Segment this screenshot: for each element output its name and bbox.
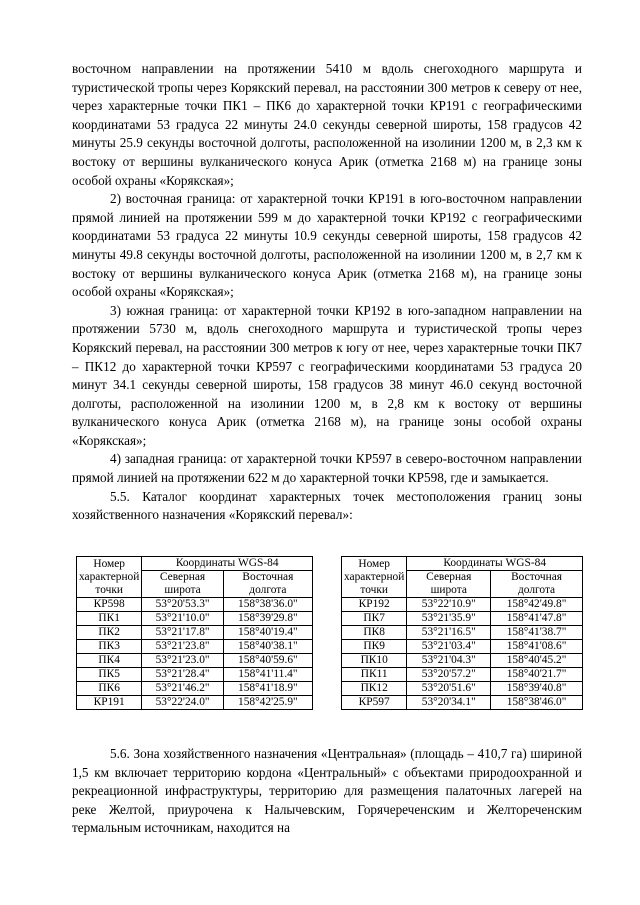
point-id-cell: ПК4 (77, 654, 142, 668)
north-latitude-cell: 53°21'16.5" (407, 626, 491, 640)
north-latitude-cell: 53°21'10.0" (142, 612, 223, 626)
header-point-l1: Номер (358, 557, 391, 570)
header-coords: Координаты WGS-84 (142, 557, 313, 571)
north-latitude-cell: 53°21'28.4" (142, 668, 223, 682)
point-id-cell: КР598 (77, 598, 142, 612)
table-row (342, 612, 583, 626)
paragraph-central-zone: 5.6. Зона хозяйственного назначения «Центральная» (площадь – 410,7 га) шириной 1,5 км включает территорию кордона «Центральный» с объектами природоохранной и рекреационной инфраструктуры, территорию для размещения палаточных лагерей на реке Желтой, приурочена к Налычевским, Горячереченским и Желтореченским термальным источникам, находится на (72, 746, 582, 836)
table-row (342, 654, 583, 668)
table-row (77, 598, 313, 612)
east-longitude-cell: 158°38'36.0" (223, 598, 312, 612)
north-latitude-cell: 53°21'35.9" (407, 612, 491, 626)
point-id-cell: ПК9 (342, 640, 407, 654)
paragraph-catalog-heading: 5.5. Каталог координат характерных точек местоположения границ зоны хозяйственного назначения «Корякский перевал»: (72, 488, 582, 523)
point-id-cell: ПК5 (77, 668, 142, 682)
east-longitude-cell: 158°40'45.2" (491, 654, 583, 668)
header-east-l2: долгота (223, 584, 312, 598)
north-latitude-cell: 53°21'23.8" (142, 640, 223, 654)
point-id-cell: ПК6 (77, 682, 142, 696)
table-row (342, 640, 583, 654)
header-point-l3: точки (360, 583, 388, 596)
header-east-l2: долгота (491, 584, 583, 598)
north-latitude-cell: 53°21'23.0" (142, 654, 223, 668)
table-row (342, 696, 583, 710)
table-row (77, 612, 313, 626)
east-longitude-cell: 158°42'25.9" (223, 696, 312, 710)
header-point-l1: Номер (93, 557, 126, 570)
coordinate-table-right (341, 556, 583, 710)
table-row (77, 696, 313, 710)
north-latitude-cell: 53°20'34.1" (407, 696, 491, 710)
table-row (342, 682, 583, 696)
header-point-l2: характерной (79, 570, 140, 583)
point-id-cell: КР192 (342, 598, 407, 612)
point-id-cell: КР191 (77, 696, 142, 710)
east-longitude-cell: 158°38'46.0" (491, 696, 583, 710)
east-longitude-cell: 158°39'40.8" (491, 682, 583, 696)
east-longitude-cell: 158°41'11.4" (223, 668, 312, 682)
north-latitude-cell: 53°21'17.8" (142, 626, 223, 640)
east-longitude-cell: 158°39'29.8" (223, 612, 312, 626)
point-id-cell: КР597 (342, 696, 407, 710)
table-row (342, 668, 583, 682)
paragraph-north-border-cont: восточном направлении на протяжении 5410 м вдоль снегоходного маршрута и туристической тропы через Корякский перевал, на расстоянии 300 метров к северу от нее, через характерные точки ПК1 – ПК6 до характерной точки КР191 с географическими координатами 53 градуса 22 минуты 24.0 секунды северной широты, 158 градусов 42 минуты 25.9 секунды восточной долготы, расположенной на изолинии 1200 м, в 2,3 км к востоку от вершины вулканического конуса Арик (отметка 2168 м) на границе зоны особой охраны «Корякская»; (72, 61, 582, 188)
table-row (77, 626, 313, 640)
north-latitude-cell: 53°22'24.0" (142, 696, 223, 710)
header-east-l1: Восточная (223, 571, 312, 585)
header-point-number (77, 557, 142, 598)
header-east-l1: Восточная (491, 571, 583, 585)
table-row (77, 668, 313, 682)
table-row (342, 626, 583, 640)
north-latitude-cell: 53°20'53.3" (142, 598, 223, 612)
point-id-cell: ПК7 (342, 612, 407, 626)
east-longitude-cell: 158°40'59.6" (223, 654, 312, 668)
header-north-l1: Северная (407, 571, 491, 585)
east-longitude-cell: 158°40'38.1" (223, 640, 312, 654)
header-north-l2: широта (142, 584, 223, 598)
paragraph-south-border: 3) южная граница: от характерной точки КР192 в юго-западном направлении на протяжении 5730 м, вдоль снегоходного маршрута и туристической тропы через Корякский перевал, на расстоянии 300 метров к югу от нее, через характерные точки ПК7 – ПК12 до характерной точки КР597 с географическими координатами 53 градуса 20 минут 34.1 секунды северной широты, 158 градусов 38 минут 46.0 секунд восточной долготы, расположенной на изолинии 1200 м, в 2,8 км к востоку от вершины вулканического конуса Арик (отметка 2168 м), на границе зоны особой охраны «Корякская»; (72, 302, 582, 448)
north-latitude-cell: 53°20'51.6" (407, 682, 491, 696)
point-id-cell: ПК10 (342, 654, 407, 668)
paragraph-west-border: 4) западная граница: от характерной точки КР597 в северо-восточном направлении прямой линией на протяжении 622 м до характерной точки КР598, где и замыкается. (72, 451, 582, 486)
header-north-l2: широта (407, 584, 491, 598)
north-latitude-cell: 53°21'04.3" (407, 654, 491, 668)
point-id-cell: ПК8 (342, 626, 407, 640)
east-longitude-cell: 158°41'08.6" (491, 640, 583, 654)
point-id-cell: ПК1 (77, 612, 142, 626)
east-longitude-cell: 158°41'18.9" (223, 682, 312, 696)
point-id-cell: ПК11 (342, 668, 407, 682)
table-row (342, 598, 583, 612)
header-point-l3: точки (95, 583, 123, 596)
east-longitude-cell: 158°41'47.8" (491, 612, 583, 626)
east-longitude-cell: 158°40'21.7" (491, 668, 583, 682)
table-row (77, 682, 313, 696)
table-row (77, 654, 313, 668)
document-body-continued (72, 745, 582, 838)
point-id-cell: ПК3 (77, 640, 142, 654)
paragraph-east-border: 2) восточная граница: от характерной точки КР191 в юго-восточном направлении прямой линией на протяжении 599 м до характерной точки КР192 с географическими координатами 53 градуса 22 минуты 10.9 секунды северной широты, 158 градусов 42 минуты 49.8 секунды восточной долготы, расположенной на изолинии 1200 м, в 2,7 км к востоку от вершины вулканического конуса Арик (отметка 2168 м), на границе зоны особой охраны «Корякская»; (72, 191, 582, 300)
east-longitude-cell: 158°41'38.7" (491, 626, 583, 640)
coordinate-table-left (76, 556, 313, 710)
header-north-l1: Северная (142, 571, 223, 585)
point-id-cell: ПК2 (77, 626, 142, 640)
east-longitude-cell: 158°40'19.4" (223, 626, 312, 640)
header-coords: Координаты WGS-84 (407, 557, 583, 571)
header-point-number (342, 557, 407, 598)
point-id-cell: ПК12 (342, 682, 407, 696)
document-body (72, 60, 582, 525)
east-longitude-cell: 158°42'49.8" (491, 598, 583, 612)
north-latitude-cell: 53°21'46.2" (142, 682, 223, 696)
coordinate-tables (76, 556, 584, 726)
north-latitude-cell: 53°22'10.9" (407, 598, 491, 612)
table-row (77, 640, 313, 654)
north-latitude-cell: 53°20'57.2" (407, 668, 491, 682)
header-point-l2: характерной (344, 570, 405, 583)
north-latitude-cell: 53°21'03.4" (407, 640, 491, 654)
